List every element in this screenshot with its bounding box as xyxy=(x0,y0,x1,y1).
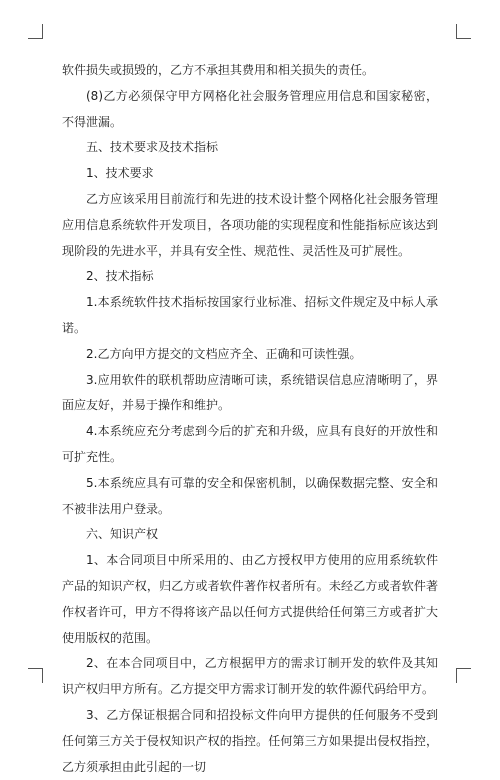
paragraph: 乙方应该采用目前流行和先进的技术设计整个网格化社会服务管理应用信息系统软件开发项目，各项功能的实现程度和性能指标应该达到现阶段的先进水平，并具有安全性、规范性、灵活性及可扩展性。 xyxy=(62,191,438,258)
crop-mark-top-right xyxy=(456,24,471,39)
section-heading: 六、知识产权 xyxy=(86,527,159,542)
list-item: 5.本系统应具有可靠的安全和保密机制，以确保数据完整、安全和不被非法用户登录。 xyxy=(62,475,438,516)
subsection-heading: 2、技术指标 xyxy=(86,269,154,284)
crop-mark-top-left xyxy=(28,24,43,39)
paragraph: 3、乙方保证根据合同和招投标文件向甲方提供的任何服务不受到任何第三方关于侵权知识产权的指控。任何第三方如果提出侵权指控，乙方须承担由此引起的一切 xyxy=(62,707,438,774)
list-item: 4.本系统应充分考虑到今后的扩充和升级，应具有良好的开放性和可扩充性。 xyxy=(62,424,438,464)
paragraph: 2、在本合同项目中，乙方根据甲方的需求订制开发的软件及其知识产权归甲方所有。乙方提交甲方需求订制开发的软件源代码给甲方。 xyxy=(62,656,438,697)
paragraph: (8)乙方必须保守甲方网格化社会服务管理应用信息和国家秘密，不得泄漏。 xyxy=(62,88,438,129)
crop-mark-bottom-right xyxy=(456,668,471,683)
list-item: 2.乙方向甲方提交的文档应齐全、正确和可读性强。 xyxy=(86,346,362,361)
section-heading: 五、技术要求及技术指标 xyxy=(86,140,219,155)
list-item: 3.应用软件的联机帮助应清晰可读，系统错误信息应清晰明了，界面应友好，并易于操作和维护。 xyxy=(62,372,438,413)
list-item: 1.本系统软件技术指标按国家行业标准、招标文件规定及中标人承诺。 xyxy=(62,295,438,335)
paragraph: 软件损失或损毁的，乙方不承担其费用和相关损失的责任。 xyxy=(62,63,375,77)
document-page xyxy=(62,58,438,780)
subsection-heading: 1、技术要求 xyxy=(86,166,154,181)
paragraph: 1、本合同项目中所采用的、由乙方授权甲方使用的应用系统软件产品的知识产权，归乙方或者软件著作权者所有。未经乙方或者软件著作权者许可，甲方不得将该产品以任何方式提供给任何第三方或者扩大使用版权的范围。 xyxy=(62,553,438,645)
crop-mark-bottom-left xyxy=(28,668,43,683)
